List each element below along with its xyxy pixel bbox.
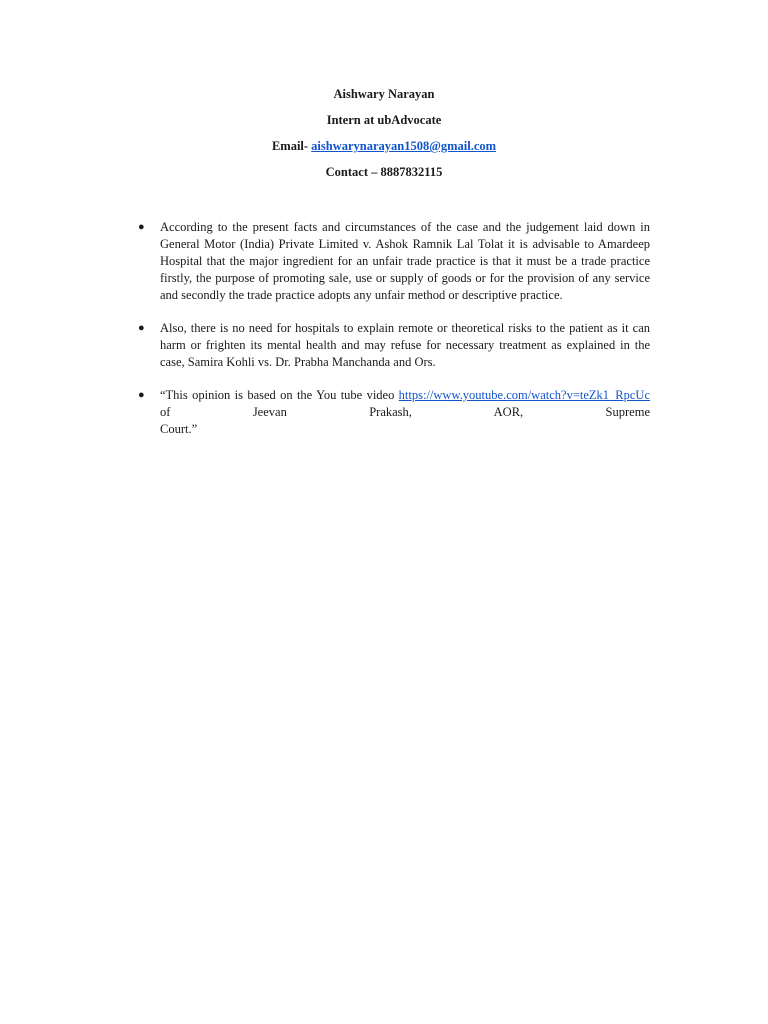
bullet-icon: ● bbox=[138, 221, 145, 233]
email-label: Email- bbox=[271, 139, 312, 153]
email-link[interactable]: aishwarynarayan1508@gmail.com bbox=[311, 139, 497, 153]
bullet-icon: ● bbox=[138, 389, 145, 401]
author-name: Aishwary Narayan bbox=[333, 87, 435, 101]
list-item bbox=[136, 387, 650, 438]
bullet-icon: ● bbox=[138, 322, 145, 334]
email-line bbox=[0, 138, 768, 155]
bullet-text: “This opinion is based on the You tube video bbox=[160, 388, 399, 402]
list-item bbox=[136, 320, 650, 371]
list-item bbox=[136, 219, 650, 304]
bullet-text: According to the present facts and circumstances of the case and the judgement laid down in General Motor (India) Private Limited v. Ashok Ramnik Lal Tolat it is advisable to Amardeep Hospital that the major ingredient for an unfair trade practice is that it must be a trade practice firstly, the purpose of promoting sale, use or supply of goods or for the provision of any service and secondly the trade practice adopts any unfair method or descriptive practice. bbox=[160, 220, 650, 302]
bullet-text: Also, there is no need for hospitals to explain remote or theoretical risks to the patient as it can harm or frighten its mental health and may refuse for necessary treatment as explained in the case, Samira Kohli vs. Dr. Prabha Manchanda and Ors. bbox=[160, 321, 650, 369]
contact-line: Contact – 8887832115 bbox=[325, 165, 443, 179]
bullet-text: Court.” bbox=[160, 422, 198, 436]
document-header bbox=[0, 86, 768, 190]
bullet-list bbox=[136, 219, 650, 454]
bullet-text: of Jeevan Prakash, AOR, Supreme bbox=[160, 405, 650, 419]
author-role: Intern at ubAdvocate bbox=[326, 113, 442, 127]
youtube-link[interactable]: https://www.youtube.com/watch?v=teZk1_RpcUc bbox=[398, 388, 650, 402]
